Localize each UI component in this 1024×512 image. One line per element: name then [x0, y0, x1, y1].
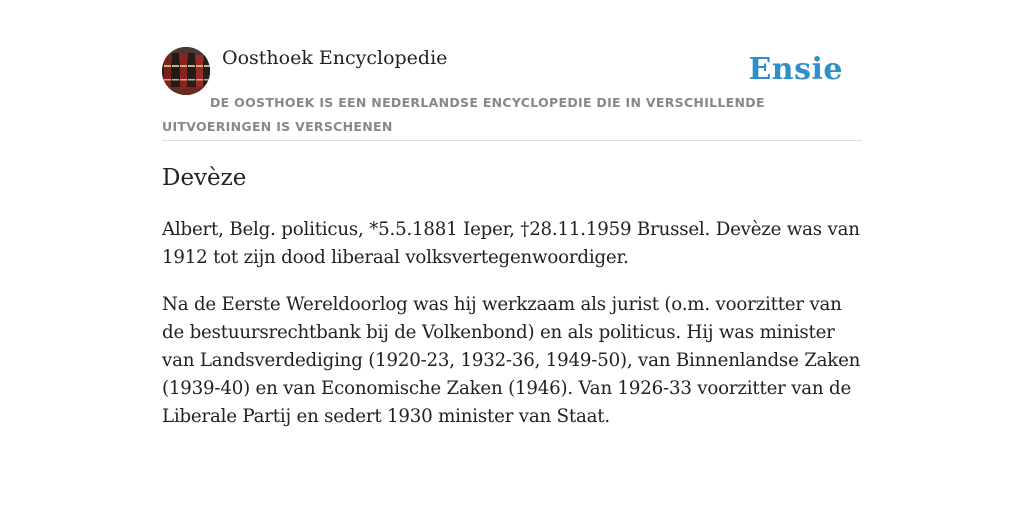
article-body	[162, 216, 862, 450]
site-header	[162, 46, 862, 141]
article-paragraph: Na de Eerste Wereldoorlog was hij werkzaam als jurist (o.m. voorzitter van de bestuursrechtbank bij de Volkenbond) en als politicus. Hij was minister van Landsverdediging (1920-23, 1932-36, 1949-50), van Binnenlandse Zaken (1939-40) en van Economische Zaken (1946). Van 1926-33 voorzitter van de Liberale Partij en sedert 1930 minister van Staat.	[162, 294, 861, 427]
site-title[interactable]: Oosthoek Encyclopedie	[222, 47, 448, 69]
article-paragraph: Albert, Belg. politicus, *5.5.1881 Ieper, †28.11.1959 Brussel. Devèze was van 1912 tot zijn dood liberaal volksvertegenwoordiger.	[162, 219, 860, 268]
brand-logo[interactable]: Ensie	[748, 52, 843, 87]
site-tagline: DE OOSTHOEK IS EEN NEDERLANDSE ENCYCLOPEDIE DIE IN VERSCHILLENDE UITVOERINGEN IS VERSCHENEN	[162, 95, 765, 134]
page-title: Devèze	[162, 165, 247, 191]
encyclopedia-books-icon[interactable]	[162, 47, 210, 95]
